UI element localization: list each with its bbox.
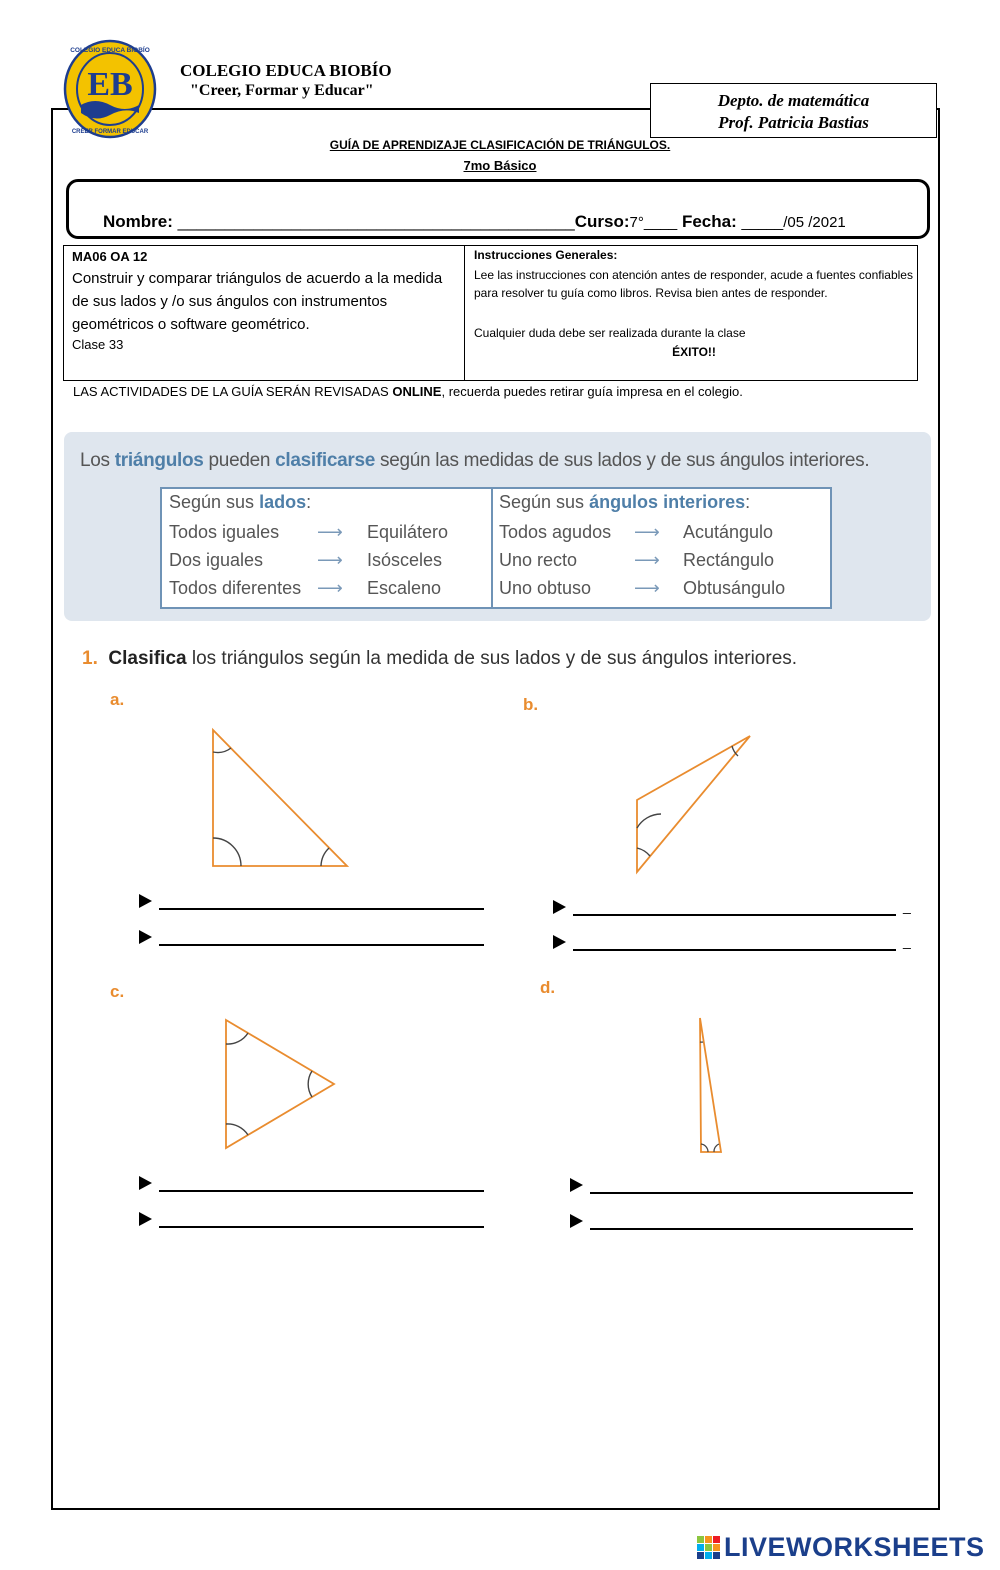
triangle-a	[205, 722, 355, 872]
arrow-icon: ⟶	[317, 578, 343, 598]
classification-table	[160, 487, 832, 609]
triangle-b	[630, 730, 758, 878]
heading-keyword: lados	[259, 492, 307, 512]
heading-part: Según sus	[169, 492, 260, 512]
course-label: Curso:	[574, 212, 630, 231]
answer-line	[590, 1228, 913, 1230]
triangle-c	[218, 1014, 342, 1154]
bullet-icon	[139, 1212, 152, 1226]
heading-keyword: ángulos interiores	[589, 492, 746, 512]
bullet-icon	[139, 1176, 152, 1190]
date-field[interactable]: _____/05 /2021	[741, 214, 846, 231]
answer-line	[590, 1192, 913, 1194]
label-a: a.	[110, 690, 125, 709]
exercise-number: 1.	[82, 648, 98, 669]
online-note-after: , recuerda puedes retirar guía impresa en el colegio.	[441, 384, 743, 399]
dash-mark: _	[903, 898, 911, 914]
answer-a-2[interactable]	[139, 930, 484, 948]
answer-line	[159, 1226, 484, 1228]
sides-condition: Todos diferentes	[169, 578, 302, 598]
arrow-icon: ⟶	[634, 578, 660, 598]
online-note-before: LAS ACTIVIDADES DE LA GUÍA SERÁN REVISADAS	[73, 384, 393, 399]
date-label: Fecha:	[681, 212, 737, 231]
school-name: COLEGIO EDUCA BIOBÍO	[180, 61, 392, 80]
student-info-line	[103, 212, 846, 232]
answer-d-1[interactable]	[570, 1178, 913, 1196]
instructions-doubts: Cualquier duda debe ser realizada durante la clase	[474, 326, 746, 340]
exercise-verb: Clasifica	[108, 648, 187, 669]
teacher-name: Prof. Patricia Bastias	[718, 113, 869, 132]
angles-type: Rectángulo	[683, 550, 775, 570]
intro-part: pueden	[203, 450, 276, 471]
heading-part: :	[745, 492, 751, 512]
intro-keyword: clasificarse	[275, 450, 376, 471]
angles-type: Acutángulo	[683, 522, 774, 542]
online-note	[73, 384, 743, 399]
classification-divider	[491, 489, 493, 607]
classification-panel	[64, 432, 931, 621]
answer-line	[159, 908, 484, 910]
answer-b-1[interactable]	[553, 900, 896, 918]
answer-d-2[interactable]	[570, 1214, 913, 1232]
logo-ring-bottom: CREER FORMAR EDUCAR	[71, 129, 149, 135]
grade-level: 7mo Básico	[463, 158, 537, 173]
logo-ring-top: COLEGIO EDUCA BIOBÍO	[70, 47, 150, 54]
online-note-bold: ONLINE	[392, 384, 442, 399]
school-logo	[63, 39, 157, 139]
dash-mark: _	[903, 933, 911, 949]
bullet-icon	[570, 1214, 583, 1228]
arrow-icon: ⟶	[634, 550, 660, 570]
department-name: Depto. de matemática	[717, 91, 870, 110]
sides-condition: Todos iguales	[169, 522, 280, 542]
bullet-icon	[139, 930, 152, 944]
angles-heading	[499, 492, 750, 513]
intro-part: según las medidas de sus lados y de sus ángulos interiores.	[375, 450, 870, 471]
answer-line	[573, 914, 896, 916]
answer-line	[573, 949, 896, 951]
exercise-text: los triángulos según la medida de sus lados y de sus ángulos interiores.	[186, 648, 798, 669]
angles-condition: Uno recto	[499, 550, 578, 570]
arrow-icon: ⟶	[634, 522, 660, 542]
sides-type: Escaleno	[367, 578, 442, 598]
objective-text: Construir y comparar triángulos de acuerdo a la medida de sus lados y /o sus ángulos con instrumentos geométricos o software geométrico.	[72, 270, 443, 333]
bullet-icon	[553, 935, 566, 949]
label-b: b.	[523, 695, 539, 714]
bullet-icon	[139, 894, 152, 908]
liveworksheets-brand[interactable]: LIVEWORKSHEETS	[724, 1532, 985, 1562]
arrow-icon: ⟶	[317, 550, 343, 570]
instructions-title: Instrucciones Generales:	[474, 248, 618, 262]
arrow-icon: ⟶	[317, 522, 343, 542]
angles-type: Obtusángulo	[683, 578, 786, 598]
label-d: d.	[540, 978, 556, 997]
instructions-closing: ÉXITO!!	[672, 345, 716, 359]
answer-c-1[interactable]	[139, 1176, 484, 1194]
answer-line	[159, 944, 484, 946]
heading-part: :	[306, 492, 312, 512]
sides-type: Isósceles	[367, 550, 443, 570]
answer-c-2[interactable]	[139, 1212, 484, 1230]
sides-condition: Dos iguales	[169, 550, 264, 570]
school-motto: "Creer, Formar y Educar"	[190, 82, 374, 99]
answer-line	[159, 1190, 484, 1192]
sides-type: Equilátero	[367, 522, 449, 542]
name-field[interactable]: __________________________________________	[177, 212, 575, 231]
angles-condition: Todos agudos	[499, 522, 612, 542]
heading-part: Según sus	[499, 492, 590, 512]
department-box	[650, 83, 937, 138]
class-number: Clase 33	[72, 337, 124, 352]
classification-intro	[80, 450, 869, 472]
objective-code: MA06 OA 12	[72, 249, 148, 264]
triangle-d	[692, 1012, 732, 1156]
bullet-icon	[553, 900, 566, 914]
guide-title: GUÍA DE APRENDIZAJE CLASIFICACIÓN DE TRIÁNGULOS.	[329, 138, 671, 152]
sides-heading	[169, 492, 311, 513]
exercise-title	[82, 648, 797, 670]
label-c: c.	[110, 982, 125, 1001]
angles-condition: Uno obtuso	[499, 578, 592, 598]
answer-b-2[interactable]	[553, 935, 896, 953]
intro-part: Los	[80, 450, 115, 471]
answer-a-1[interactable]	[139, 894, 484, 912]
intro-keyword: triángulos	[114, 450, 204, 471]
table-divider	[464, 246, 465, 380]
name-label: Nombre:	[103, 212, 173, 231]
instructions-text: Lee las instrucciones con atención antes de responder, acude a fuentes confiables para resolver tu guía como libros. Revisa bien antes de responder.	[474, 268, 913, 300]
liveworksheets-logo-icon	[697, 1536, 721, 1560]
course-field[interactable]: 7°____	[629, 214, 678, 231]
logo-initials: EB	[87, 66, 133, 103]
bullet-icon	[570, 1178, 583, 1192]
objective-instructions-table	[63, 245, 918, 381]
